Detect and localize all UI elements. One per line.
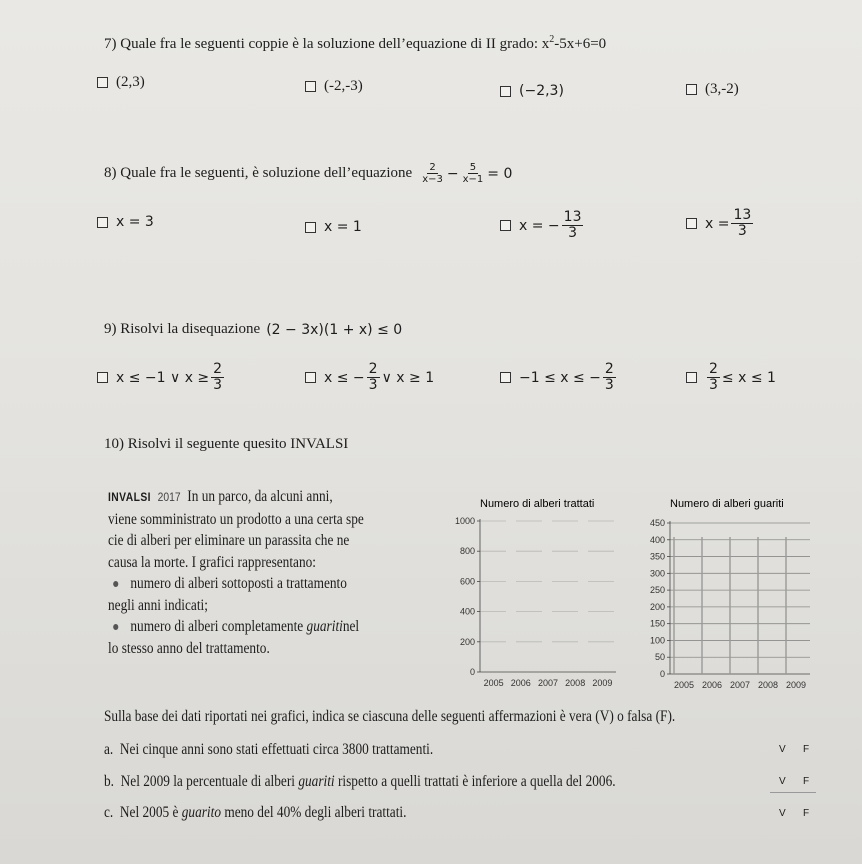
x-tick-label: 2008 <box>757 680 779 690</box>
chart-trattati <box>448 492 624 700</box>
invalsi-year: 2017 <box>157 490 181 504</box>
x-tick-label: 2007 <box>729 680 751 690</box>
checkbox[interactable] <box>305 81 316 92</box>
x-tick-label: 2005 <box>483 678 504 688</box>
answer-line <box>770 792 816 793</box>
invalsi-line-7: numero di alberi completamente <box>130 618 304 635</box>
statement-c-text-2: meno del 40% degli alberi trattati. <box>221 804 407 821</box>
y-tick-label: 600 <box>459 576 475 587</box>
y-tick-label: 150 <box>649 618 665 629</box>
q8-eq-den1: x−3 <box>422 174 443 185</box>
statement-b-v[interactable]: V <box>779 776 786 787</box>
bullet-icon <box>113 624 118 630</box>
statement-c <box>104 804 406 822</box>
y-tick-label: 1000 <box>454 516 475 526</box>
chart-guariti <box>634 492 818 700</box>
y-tick-label: 250 <box>649 585 665 596</box>
bullet-icon <box>113 581 118 587</box>
q7-option-3-label: (−2,3) <box>519 83 564 99</box>
q8-option-1-label: x = 3 <box>116 214 154 230</box>
checkbox[interactable] <box>500 86 511 97</box>
q8-option-3[interactable] <box>500 210 585 242</box>
x-tick-label: 2007 <box>537 678 559 688</box>
checkbox[interactable] <box>97 372 108 383</box>
q9-option-3-num: 2 <box>604 361 614 377</box>
x-tick-label: 2006 <box>510 678 531 688</box>
q7-option-1[interactable] <box>97 74 145 91</box>
q8-eq-den2: x−1 <box>462 174 484 185</box>
invalsi-line-4: causa la morte. I grafici rappresentano: <box>108 553 316 571</box>
q7-option-2[interactable] <box>305 78 363 95</box>
invalsi-line-2: viene somministrato un prodotto a una certa spe <box>108 510 364 528</box>
statement-b-letter: b. <box>104 773 114 790</box>
x-tick-label: 2009 <box>785 680 807 690</box>
q9-option-2[interactable] <box>305 362 434 394</box>
q8-option-4-num: 13 <box>733 207 752 223</box>
y-tick-label: 400 <box>459 606 475 617</box>
checkbox[interactable] <box>97 77 108 88</box>
checkbox[interactable] <box>500 220 511 231</box>
q7-option-3[interactable] <box>500 83 564 99</box>
q7-option-1-label: (2,3) <box>116 74 145 90</box>
statement-a-f[interactable]: F <box>803 744 810 755</box>
q7-option-4[interactable] <box>686 81 739 98</box>
q7-exponent: 2 <box>549 34 555 45</box>
invalsi-line-1: In un parco, da alcuni anni, <box>187 488 333 505</box>
q9-option-3-label: −1 ≤ x ≤ − <box>519 369 601 386</box>
q9-option-1-num: 2 <box>213 361 223 377</box>
checkbox[interactable] <box>686 84 697 95</box>
q9-option-1-den: 3 <box>213 377 223 394</box>
y-tick-label: 400 <box>649 534 665 545</box>
y-tick-label: 50 <box>654 652 665 663</box>
q8-prompt <box>104 162 512 185</box>
q8-option-2-label: x = 1 <box>324 219 362 235</box>
statement-c-letter: c. <box>104 804 114 821</box>
statement-c-text-1: Nel 2005 è <box>119 804 182 821</box>
statement-b <box>104 773 616 791</box>
q10-instruction: Sulla base dei dati riportati nei grafici, indica se ciascuna delle seguenti affermazioni è vera (V) o falsa (F). <box>104 708 676 725</box>
statement-c-v[interactable]: V <box>779 808 786 819</box>
q9-expression: (2 − 3x)(1 + x) ≤ 0 <box>266 321 403 338</box>
q10-prompt: 10) Risolvi il seguente quesito INVALSI <box>104 436 349 452</box>
q9-option-4-num: 2 <box>709 361 718 377</box>
q9-prompt-text: 9) Risolvi la disequazione <box>104 321 261 337</box>
q9-option-4-post: ≤ x ≤ 1 <box>721 369 776 386</box>
q8-option-2[interactable] <box>305 219 362 235</box>
y-tick-label: 0 <box>469 667 475 677</box>
statement-b-text-1: Nel 2009 la percentuale di alberi <box>120 773 299 790</box>
y-tick-label: 450 <box>649 518 665 528</box>
y-tick-label: 100 <box>649 635 665 646</box>
q8-eq-minus: − <box>446 165 459 182</box>
statement-a-letter: a. <box>104 741 114 758</box>
q8-option-3-num: 13 <box>563 209 582 225</box>
x-tick-label: 2006 <box>701 680 723 690</box>
statement-a-text: Nei cinque anni sono stati effettuati circa 3800 trattamenti. <box>119 741 434 758</box>
statement-a <box>104 741 433 759</box>
x-tick-label: 2009 <box>592 678 613 688</box>
q8-eq-rhs: = 0 <box>487 165 513 182</box>
invalsi-text-block <box>108 486 498 659</box>
chart-title: Numero di alberi trattati <box>480 498 595 510</box>
q8-prompt-text: 8) Quale fra le seguenti, è soluzione dell’equazione <box>104 165 413 181</box>
x-tick-label: 2005 <box>673 680 695 690</box>
checkbox[interactable] <box>686 372 697 383</box>
statement-a-v[interactable]: V <box>779 744 786 755</box>
invalsi-line-7-tail: nel <box>342 618 360 635</box>
q9-option-2-label: x ≤ − <box>324 369 365 386</box>
q9-option-2-den: 3 <box>368 377 378 394</box>
q9-option-4-den: 3 <box>709 377 718 394</box>
q9-option-3[interactable] <box>500 362 618 394</box>
q9-option-1[interactable] <box>97 362 226 394</box>
y-tick-label: 300 <box>649 568 665 579</box>
q8-option-3-den: 3 <box>568 225 578 242</box>
y-tick-label: 200 <box>459 636 475 647</box>
q9-option-2-num: 2 <box>368 361 378 377</box>
q9-option-2-post: ∨ x ≥ 1 <box>381 369 435 386</box>
q8-option-4[interactable] <box>686 208 755 240</box>
q9-option-1-label: x ≤ −1 ∨ x ≥ <box>116 369 210 386</box>
invalsi-line-7-italic: guariti <box>306 618 343 635</box>
q7-option-2-label: (-2,-3) <box>324 78 363 94</box>
checkbox[interactable] <box>305 372 316 383</box>
q9-option-4[interactable] <box>686 362 776 394</box>
invalsi-line-5: numero di alberi sottoposti a trattamento <box>130 575 347 592</box>
checkbox[interactable] <box>305 222 316 233</box>
q7-equation-tail: -5x+6=0 <box>554 36 607 52</box>
y-tick-label: 0 <box>659 669 665 679</box>
q7-prompt <box>104 34 606 53</box>
invalsi-line-6: negli anni indicati; <box>108 596 208 614</box>
q8-option-3-label: x = − <box>519 217 560 234</box>
y-tick-label: 200 <box>649 601 665 612</box>
statement-b-f[interactable]: F <box>803 776 810 787</box>
q8-option-4-label: x = <box>705 215 730 232</box>
q8-option-4-den: 3 <box>737 223 747 240</box>
y-tick-label: 350 <box>649 551 665 562</box>
q8-eq-num2: 5 <box>469 162 477 173</box>
q7-prompt-text: 7) Quale fra le seguenti coppie è la soluzione dell’equazione di II grado: x <box>104 36 550 52</box>
q8-option-1[interactable] <box>97 214 154 230</box>
y-tick-label: 800 <box>459 546 475 557</box>
chart-title: Numero di alberi guariti <box>670 498 784 510</box>
x-tick-label: 2008 <box>565 678 586 688</box>
statement-b-italic: guariti <box>298 773 335 790</box>
invalsi-line-3: cie di alberi per eliminare un parassita che ne <box>108 532 350 549</box>
invalsi-tag: INVALSI <box>108 490 151 504</box>
invalsi-line-8: lo stesso anno del trattamento. <box>108 639 270 657</box>
q9-option-3-den: 3 <box>604 377 614 394</box>
statement-b-text-2: rispetto a quelli trattati è inferiore a quella del 2006. <box>334 773 616 790</box>
statement-c-italic: guarito <box>181 804 222 821</box>
q7-option-4-label: (3,-2) <box>705 81 739 97</box>
statement-c-f[interactable]: F <box>803 808 810 819</box>
q8-eq-num1: 2 <box>429 162 436 173</box>
checkbox[interactable] <box>500 372 511 383</box>
checkbox[interactable] <box>686 218 697 229</box>
q9-prompt <box>104 321 402 338</box>
checkbox[interactable] <box>97 217 108 228</box>
